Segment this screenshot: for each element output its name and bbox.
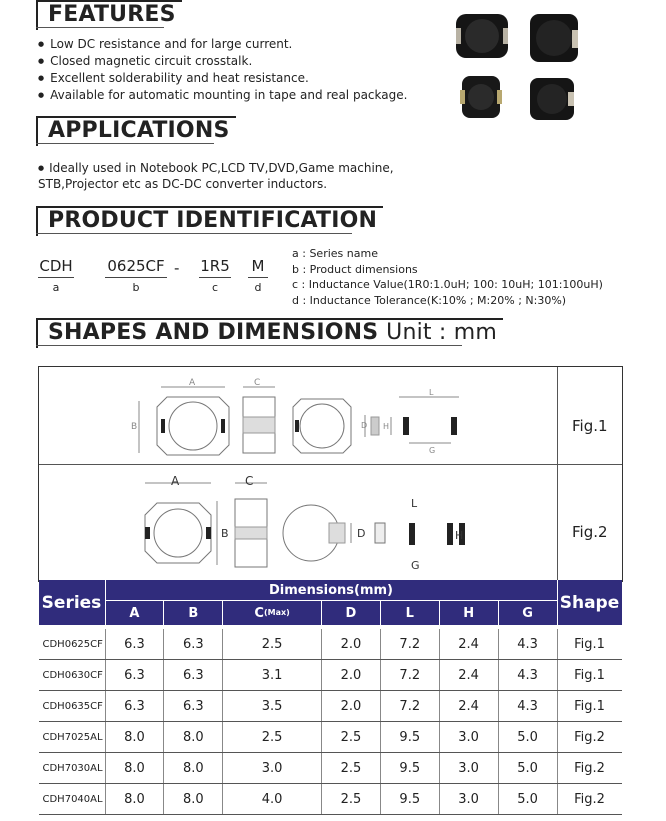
pid-part-d: M d bbox=[248, 257, 268, 294]
feature-item: ● Closed magnetic circuit crosstalk. bbox=[38, 53, 407, 70]
shape-cell: Fig.1 bbox=[557, 660, 622, 691]
shape-cell: Fig.1 bbox=[557, 629, 622, 660]
table-row bbox=[39, 784, 622, 815]
fig1-drawing bbox=[129, 373, 469, 461]
column-header: C(Max) bbox=[223, 601, 322, 626]
svg-text:D: D bbox=[357, 527, 366, 540]
value-cell: 9.5 bbox=[380, 784, 439, 815]
value-cell: 8.0 bbox=[105, 722, 164, 753]
svg-text:H: H bbox=[455, 529, 464, 542]
feature-item: ● Low DC resistance and for large current. bbox=[38, 36, 407, 53]
dimensions-header: Dimensions(mm) bbox=[105, 580, 557, 601]
value-cell: 2.4 bbox=[439, 691, 498, 722]
series-cell: CDH7025AL bbox=[39, 722, 106, 753]
product-id-heading: PRODUCT IDENTIFICATION bbox=[36, 206, 383, 236]
value-cell: 3.0 bbox=[439, 784, 498, 815]
value-cell: 6.3 bbox=[164, 660, 223, 691]
value-cell: 4.3 bbox=[498, 660, 557, 691]
legend-item: d : Inductance Tolerance(K:10% ; M:20% ; N:30%) bbox=[292, 293, 567, 307]
figure-panel bbox=[38, 366, 623, 582]
table-body bbox=[39, 629, 622, 815]
series-cell: CDH7040AL bbox=[39, 784, 106, 815]
svg-text:A: A bbox=[189, 378, 196, 388]
value-cell: 7.2 bbox=[380, 660, 439, 691]
applications-text: ● Ideally used in Notebook PC,LCD TV,DVD,Game machine, STB,Projector etc as DC-DC converter inductors. bbox=[38, 161, 394, 191]
series-cell: CDH7030AL bbox=[39, 753, 106, 784]
value-cell: 4.0 bbox=[223, 784, 322, 815]
column-header: H bbox=[439, 601, 498, 626]
value-cell: 4.3 bbox=[498, 691, 557, 722]
features-heading: FEATURES bbox=[36, 0, 182, 30]
svg-text:D: D bbox=[361, 421, 368, 430]
value-cell: 2.4 bbox=[439, 629, 498, 660]
column-header: A bbox=[105, 601, 164, 626]
value-cell: 3.1 bbox=[223, 660, 322, 691]
series-header: Series bbox=[39, 580, 106, 625]
fig2-drawing bbox=[129, 471, 469, 577]
features-underline bbox=[36, 27, 164, 28]
pid-part-b: 0625CF b bbox=[105, 257, 167, 294]
table-row bbox=[39, 753, 622, 784]
applications-heading: APPLICATIONS bbox=[36, 116, 236, 146]
svg-text:H: H bbox=[383, 422, 390, 431]
value-cell: 7.2 bbox=[380, 691, 439, 722]
value-cell: 6.3 bbox=[105, 660, 164, 691]
pid-part-a: CDH a bbox=[39, 257, 73, 294]
value-cell: 3.5 bbox=[223, 691, 322, 722]
table-row bbox=[39, 722, 622, 753]
dimensions-table bbox=[38, 580, 622, 815]
inductor-photo bbox=[530, 78, 574, 120]
column-header: D bbox=[321, 601, 380, 626]
legend-item: b : Product dimensions bbox=[292, 262, 418, 276]
value-cell: 8.0 bbox=[164, 753, 223, 784]
pid-dash: - bbox=[174, 259, 180, 277]
series-cell: CDH0625CF bbox=[39, 629, 106, 660]
svg-text:B: B bbox=[131, 422, 138, 432]
value-cell: 5.0 bbox=[498, 753, 557, 784]
table-row bbox=[39, 691, 622, 722]
value-cell: 8.0 bbox=[164, 722, 223, 753]
fig1-label: Fig.1 bbox=[572, 417, 608, 435]
value-cell: 8.0 bbox=[105, 753, 164, 784]
value-cell: 3.0 bbox=[439, 722, 498, 753]
svg-text:A: A bbox=[171, 474, 180, 488]
pid-part-c: 1R5 c bbox=[200, 257, 230, 294]
shapes-heading: SHAPES AND DIMENSIONS Unit : mm bbox=[36, 318, 503, 348]
svg-text:G: G bbox=[411, 559, 420, 572]
shape-header: Shape bbox=[557, 580, 622, 625]
value-cell: 2.5 bbox=[321, 753, 380, 784]
value-cell: 5.0 bbox=[498, 722, 557, 753]
value-cell: 8.0 bbox=[164, 784, 223, 815]
table-row bbox=[39, 660, 622, 691]
fig2-label: Fig.2 bbox=[572, 523, 608, 541]
shape-cell: Fig.2 bbox=[557, 753, 622, 784]
value-cell: 2.4 bbox=[439, 660, 498, 691]
value-cell: 2.0 bbox=[321, 629, 380, 660]
features-list bbox=[38, 36, 407, 104]
product-photos bbox=[448, 10, 628, 128]
value-cell: 5.0 bbox=[498, 784, 557, 815]
inductor-photo bbox=[456, 14, 508, 58]
value-cell: 3.0 bbox=[439, 753, 498, 784]
inductor-photo bbox=[460, 76, 502, 118]
value-cell: 3.0 bbox=[223, 753, 322, 784]
column-header: G bbox=[498, 601, 557, 626]
feature-item: ● Excellent solderability and heat resistance. bbox=[38, 70, 407, 87]
value-cell: 6.3 bbox=[164, 629, 223, 660]
table-row bbox=[39, 629, 622, 660]
shape-cell: Fig.2 bbox=[557, 722, 622, 753]
svg-text:B: B bbox=[221, 527, 229, 540]
value-cell: 8.0 bbox=[105, 784, 164, 815]
svg-text:G: G bbox=[429, 446, 436, 455]
series-cell: CDH0630CF bbox=[39, 660, 106, 691]
feature-item: ● Available for automatic mounting in tape and real package. bbox=[38, 87, 407, 104]
column-header: L bbox=[380, 601, 439, 626]
value-cell: 7.2 bbox=[380, 629, 439, 660]
value-cell: 2.0 bbox=[321, 660, 380, 691]
column-header: B bbox=[164, 601, 223, 626]
value-cell: 2.5 bbox=[321, 722, 380, 753]
value-cell: 6.3 bbox=[105, 691, 164, 722]
inductor-photo bbox=[530, 14, 578, 62]
value-cell: 6.3 bbox=[164, 691, 223, 722]
series-cell: CDH0635CF bbox=[39, 691, 106, 722]
svg-text:C: C bbox=[254, 378, 261, 388]
shape-cell: Fig.1 bbox=[557, 691, 622, 722]
value-cell: 2.5 bbox=[223, 629, 322, 660]
legend-item: a : Series name bbox=[292, 247, 378, 260]
value-cell: 2.5 bbox=[321, 784, 380, 815]
shapes-underline bbox=[36, 345, 462, 346]
applications-underline bbox=[36, 143, 214, 144]
bullet-icon: ● bbox=[38, 164, 45, 172]
svg-text:L: L bbox=[411, 497, 418, 510]
value-cell: 4.3 bbox=[498, 629, 557, 660]
value-cell: 9.5 bbox=[380, 753, 439, 784]
shape-cell: Fig.2 bbox=[557, 784, 622, 815]
product-id-underline bbox=[36, 233, 352, 234]
legend-item: c : Inductance Value(1R0:1.0uH; 100: 10uH; 101:100uH) bbox=[292, 278, 603, 291]
value-cell: 2.0 bbox=[321, 691, 380, 722]
pid-legend bbox=[292, 246, 603, 308]
svg-text:C: C bbox=[245, 474, 254, 488]
value-cell: 6.3 bbox=[105, 629, 164, 660]
svg-text:L: L bbox=[429, 388, 434, 397]
value-cell: 9.5 bbox=[380, 722, 439, 753]
value-cell: 2.5 bbox=[223, 722, 322, 753]
